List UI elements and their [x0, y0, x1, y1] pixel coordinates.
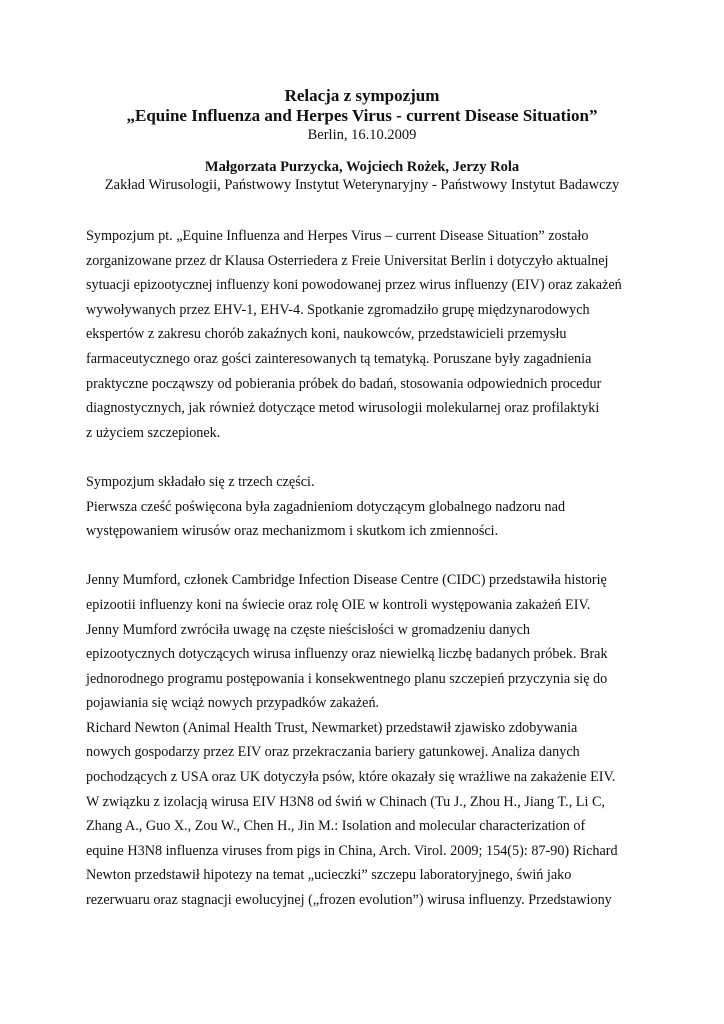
- text-line: Sympozjum pt. „Equine Influenza and Herpes Virus – current Disease Situation” zostało: [86, 228, 589, 244]
- text-line: Richard Newton (Animal Health Trust, Newmarket) przedstawił zjawisko zdobywania: [86, 719, 578, 736]
- text-line: epizootii influenzy koni na świecie oraz rolę OIE w kontroli występowania zakażeń EIV.: [86, 596, 591, 613]
- page-title: Relacja z sympozjum: [284, 86, 440, 105]
- text-line: diagnostycznych, jak również dotyczące metod wirusologii molekularnej oraz profilaktyki: [86, 400, 600, 417]
- text-line: ekspertów z zakresu chorób zakaźnych koni, naukowców, przedstawicieli przemysłu: [86, 326, 567, 343]
- text-line: występowaniem wirusów oraz mechanizmom i skutkom ich zmienności.: [86, 523, 499, 540]
- text-line: pochodzących z USA oraz UK dotyczyła psów, które okazały się wrażliwe na zakażenie EIV.: [86, 769, 616, 786]
- text-line: nowych gospodarzy przez EIV oraz przekraczania bariery gatunkowej. Analiza danych: [86, 744, 580, 761]
- paragraph-gap: [86, 544, 646, 569]
- paragraph: [86, 470, 646, 544]
- text-line: W związku z izolacją wirusa EIV H3N8 od świń w Chinach (Tu J., Zhou H., Jiang T., Li C,: [86, 793, 605, 810]
- text-line: z użyciem szczepionek.: [86, 424, 221, 441]
- body-text: [86, 224, 646, 913]
- text-line: equine H3N8 influenza viruses from pigs in China, Arch. Virol. 2009; 154(5): 87-90) Richard: [86, 842, 618, 859]
- text-line: Jenny Mumford, członek Cambridge Infection Disease Centre (CIDC) przedstawiła historię: [86, 572, 607, 589]
- author-affiliation: Zakład Wirusologii, Państwowy Instytut Weterynaryjny - Państwowy Instytut Badawczy: [104, 177, 620, 193]
- text-line: epizootycznych dotyczących wirusa influenzy oraz niewielką liczbę badanych próbek. Brak: [86, 646, 608, 663]
- text-line: Jenny Mumford zwróciła uwagę na częste nieścisłości w gromadzeniu danych: [86, 621, 530, 638]
- text-line: wywoływanych przez EHV-1, EHV-4. Spotkanie zgromadziło grupę międzynarodowych: [86, 301, 590, 318]
- text-line: rezerwuaru oraz stagnacji ewolucyjnej („frozen evolution”) wirusa influenzy. Przedstawiony: [86, 892, 612, 909]
- paragraph: [86, 568, 646, 912]
- author-block: [0, 158, 724, 194]
- text-line: praktyczne począwszy od pobierania próbek do badań, stosowania odpowiednich procedur: [86, 375, 602, 392]
- text-line: pojawiania się wciąż nowych przypadków zakażeń.: [86, 695, 380, 712]
- text-line: sytuacji epizootycznej influenzy koni powodowanej przez wirus influenzy (EIV) oraz zakażeń: [86, 277, 622, 294]
- text-line: Sympozjum składało się z trzech części.: [86, 473, 315, 490]
- text-line: jednorodnego programu postępowania i konsekwentnego planu szczepień przyczynia się do: [86, 670, 608, 687]
- text-line: Newton przedstawił hipotezy na temat „ucieczki” szczepu laboratoryjnego, świń jako: [86, 867, 572, 884]
- dateline: Berlin, 16.10.2009: [307, 127, 417, 143]
- text-line: zorganizowane przez dr Klausa Osterriedera z Freie Universitat Berlin i dotyczyło aktualnej: [86, 252, 609, 269]
- author-names: Małgorzata Purzycka, Wojciech Rożek, Jerzy Rola: [204, 159, 520, 175]
- paragraph-gap: [86, 445, 646, 470]
- page-subtitle: „Equine Influenza and Herpes Virus - current Disease Situation”: [126, 106, 598, 125]
- text-line: farmaceutycznego oraz gości zainteresowanych tą tematyką. Poruszane były zagadnienia: [86, 350, 592, 367]
- text-line: Zhang A., Guo X., Zou W., Chen H., Jin M.: Isolation and molecular characterization of: [86, 818, 586, 835]
- text-line: Pierwsza cześć poświęcona była zagadnieniom dotyczącym globalnego nadzoru nad: [86, 498, 566, 515]
- paragraph: [86, 224, 646, 445]
- document-header: [0, 86, 724, 144]
